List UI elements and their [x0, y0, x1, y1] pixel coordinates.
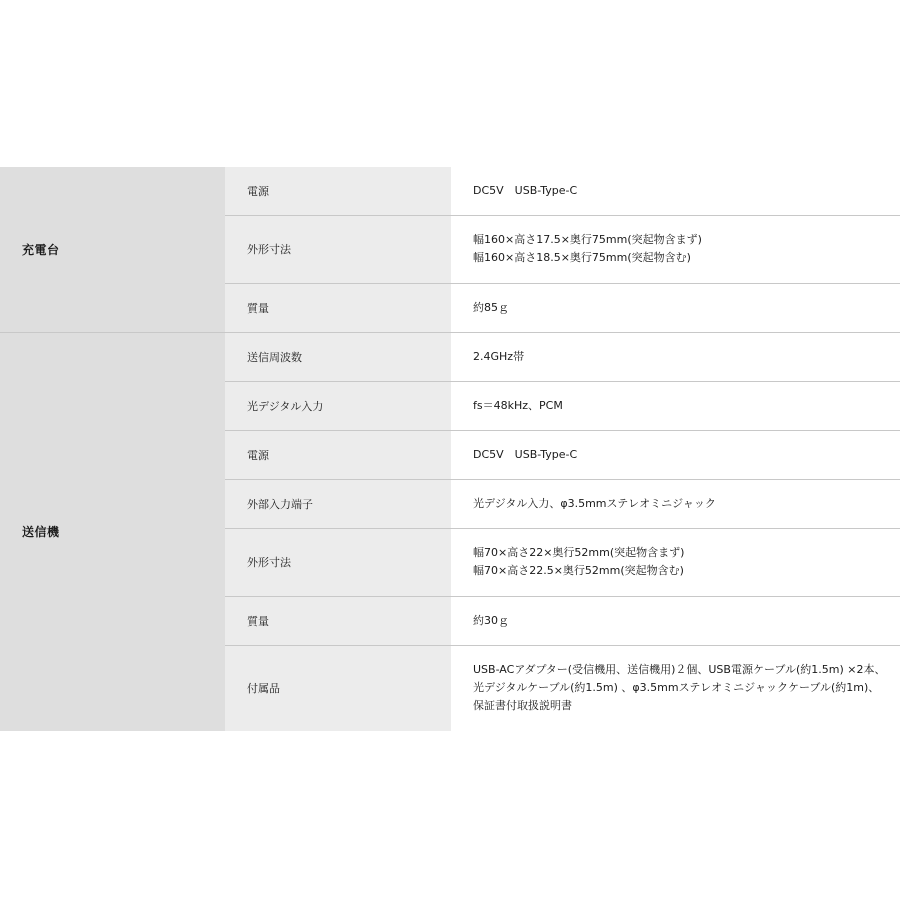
spec-value-line: 幅70×高さ22×奥行52mm(突起物含まず)	[473, 546, 685, 559]
spec-value	[451, 283, 900, 332]
spec-label: 質量	[225, 283, 451, 332]
spec-value-line: 幅160×高さ17.5×奥行75mm(突起物含まず)	[473, 233, 702, 246]
spec-label: 質量	[225, 596, 451, 645]
spec-label: 光デジタル入力	[225, 381, 451, 430]
spec-value	[451, 479, 900, 528]
spec-value-line: 約30ｇ	[473, 613, 509, 627]
group-title-charger: 充電台	[0, 167, 225, 332]
spec-table	[0, 167, 900, 731]
spec-label: 外部入力端子	[225, 479, 451, 528]
spec-value-line: DC5V USB-Type-C	[473, 447, 578, 461]
spec-row-charger-power	[0, 167, 900, 215]
spec-value-line: 幅70×高さ22.5×奥行52mm(突起物含む)	[473, 564, 684, 577]
spec-label: 電源	[225, 430, 451, 479]
spec-value-line: 2.4GHz帯	[473, 349, 525, 363]
spec-value-line: 光デジタル入力、φ3.5mmステレオミニジャック	[473, 496, 716, 510]
spec-value-line: USB-ACアダプター(受信機用、送信機用)２個、USB電源ケーブル(約1.5m) ×2本、	[473, 663, 886, 677]
spec-value	[451, 332, 900, 381]
spec-label: 送信周波数	[225, 332, 451, 381]
spec-value	[451, 596, 900, 645]
spec-value	[451, 528, 900, 596]
spec-value-line: 幅160×高さ18.5×奥行75mm(突起物含む)	[473, 251, 691, 264]
spec-label: 外形寸法	[225, 528, 451, 596]
spec-value	[451, 430, 900, 479]
spec-value-line: DC5V USB-Type-C	[473, 183, 578, 197]
spec-value-line: 光デジタルケーブル(約1.5m) 、φ3.5mmステレオミニジャックケーブル(約1m)、	[473, 681, 880, 695]
spec-label: 外形寸法	[225, 215, 451, 283]
group-title-transmitter: 送信機	[0, 332, 225, 731]
spec-value-line: 約85ｇ	[473, 300, 509, 314]
spec-label: 電源	[225, 167, 451, 215]
spec-value	[451, 645, 900, 731]
spec-value	[451, 215, 900, 283]
spec-value	[451, 167, 900, 215]
spec-value-line: 保証書付取扱説明書	[473, 699, 572, 713]
spec-value-line: fs＝48kHz、PCM	[473, 398, 563, 412]
spec-value	[451, 381, 900, 430]
spec-label: 付属品	[225, 645, 451, 731]
spec-row-transmitter-frequency	[0, 332, 900, 381]
